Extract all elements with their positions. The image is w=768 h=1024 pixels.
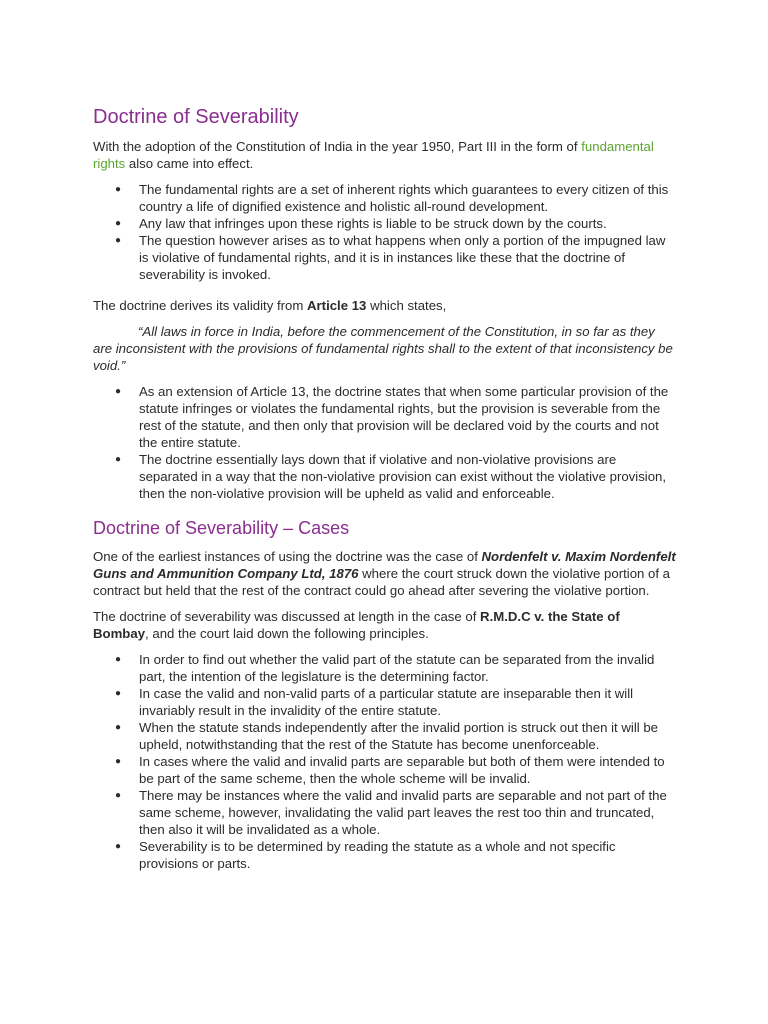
list-item: ● The fundamental rights are a set of inherent rights which guarantees to every citizen of this country a life of dignified existence and holistic all-round development.	[93, 181, 677, 215]
nordenfelt-paragraph	[93, 548, 677, 599]
page-title: Doctrine of Severability	[93, 106, 299, 128]
principles-bullet-list	[93, 651, 677, 872]
list-item: ● As an extension of Article 13, the doctrine states that when some particular provision of the statute infringes or violates the fundamental rights, but the provision is severable from the rest of the statute, and then only that provision will be declared void by the courts and not the entire statute.	[93, 383, 677, 451]
article-13-quote: “All laws in force in India, before the commencement of the Constitution, in so far as they are inconsistent with the provisions of fundamental rights shall to the extent of that inconsistency be void.”	[93, 324, 673, 373]
intro-text-end: also came into effect.	[125, 156, 254, 171]
p1-text-end: where the court struck down the violative portion of a contract but held that the rest of the contract could go ahead after severing the violative portion.	[93, 566, 671, 598]
document-page	[93, 104, 677, 882]
p2-text: The doctrine of severability was discussed at length in the case of	[93, 609, 481, 624]
list-item: ● Any law that infringes upon these rights is liable to be struck down by the courts.	[93, 215, 677, 232]
list-item: ● There may be instances where the valid and invalid parts are separable and not part of the same scheme, however, invalidating the valid part leaves the rest too thin and truncated, then also it will be invalidated as a whole.	[93, 787, 677, 838]
list-item: ● The question however arises as to what happens when only a portion of the impugned law is violative of fundamental rights, and it is in instances like these that the doctrine of severability is invoked.	[93, 232, 677, 283]
p1-text: One of the earliest instances of using the doctrine was the case of	[93, 549, 482, 564]
p2-text-end: , and the court laid down the following principles.	[145, 626, 429, 641]
nordenfelt-case-name: Nordenfelt v. Maxim Nordenfelt Guns and Ammunition Company Ltd, 1876	[93, 549, 676, 581]
list-item: ● When the statute stands independently after the invalid portion is struck out then it will be upheld, notwithstanding that the rest of the Statute has become unenforceable.	[93, 719, 677, 753]
rmdc-paragraph	[93, 608, 677, 642]
rights-bullet-list	[93, 181, 677, 283]
fundamental-rights-link[interactable]: fundamental rights	[93, 139, 654, 171]
section-heading-cases: Doctrine of Severability – Cases	[93, 518, 350, 538]
list-item: ● In cases where the valid and invalid parts are separable but both of them were intended to be part of the same scheme, then the whole scheme will be invalid.	[93, 753, 677, 787]
list-item: ● In order to find out whether the valid part of the statute can be separated from the invalid part, the intention of the legislature is the determining factor.	[93, 651, 677, 685]
doctrine-bullet-list	[93, 383, 677, 502]
article-13-bold: Article 13	[307, 298, 367, 313]
article-text: The doctrine derives its validity from	[93, 298, 308, 313]
intro-paragraph	[93, 138, 677, 172]
rmdc-case-name: R.M.D.C v. the State of Bombay	[93, 609, 620, 641]
list-item: ● In case the valid and non-valid parts of a particular statute are inseparable then it will invariably result in the invalidity of the entire statute.	[93, 685, 677, 719]
list-item: ● Severability is to be determined by reading the statute as a whole and not specific provisions or parts.	[93, 838, 677, 872]
article-paragraph	[93, 297, 677, 314]
list-item: ● The doctrine essentially lays down that if violative and non-violative provisions are separated in a way that the non-violative provision can exist without the violative provision, then the non-violative provision will be upheld as valid and enforceable.	[93, 451, 677, 502]
intro-text: With the adoption of the Constitution of India in the year 1950, Part III in the form of	[93, 139, 582, 154]
article-text-end: which states,	[366, 298, 447, 313]
